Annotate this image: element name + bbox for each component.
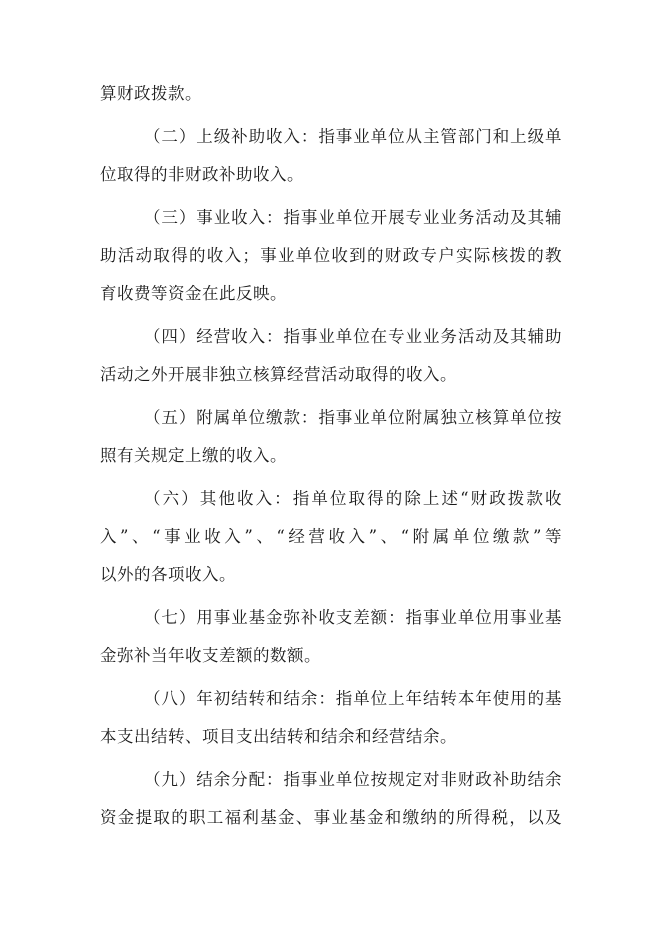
text-line: 金弥补当年收支差额的数额。 [100, 646, 321, 665]
text-line: 育收费等资金在此反映。 [100, 284, 287, 303]
text-line: （八）年初结转和结余：指单位上年结转本年使用的基 [144, 689, 562, 708]
text-line: （四）经营收入：指事业单位在专业业务活动及其辅助 [144, 327, 562, 346]
text-line: 活动之外开展非独立核算经营活动取得的收入。 [100, 365, 457, 384]
text-line: （二）上级补助收入：指事业单位从主管部门和上级单 [144, 127, 562, 146]
text-line: 资金提取的职工福利基金、事业基金和缴纳的所得税，以及 [100, 808, 562, 827]
text-line: 入”、“事业收入”、“经营收入”、“附属单位缴款”等 [100, 527, 562, 546]
text-line: （五）附属单位缴款：指事业单位附属独立核算单位按 [144, 408, 562, 427]
text-line: 以外的各项收入。 [100, 565, 236, 584]
text-line: （六）其他收入：指单位取得的除上述“财政拨款收 [144, 489, 562, 508]
text-line: 位取得的非财政补助收入。 [100, 165, 304, 184]
text-line: 照有关规定上缴的收入。 [100, 446, 287, 465]
text-line: 本支出结转、项目支出结转和结余和经营结余。 [100, 727, 457, 746]
text-line: 算财政拨款。 [100, 84, 202, 103]
text-line: （三）事业收入：指事业单位开展专业业务活动及其辅 [144, 208, 562, 227]
text-line: （七）用事业基金弥补收支差额：指事业单位用事业基 [144, 608, 562, 627]
text-line: （九）结余分配：指事业单位按规定对非财政补助结余 [144, 770, 562, 789]
text-line: 助活动取得的收入；事业单位收到的财政专户实际核拨的教 [100, 246, 562, 265]
